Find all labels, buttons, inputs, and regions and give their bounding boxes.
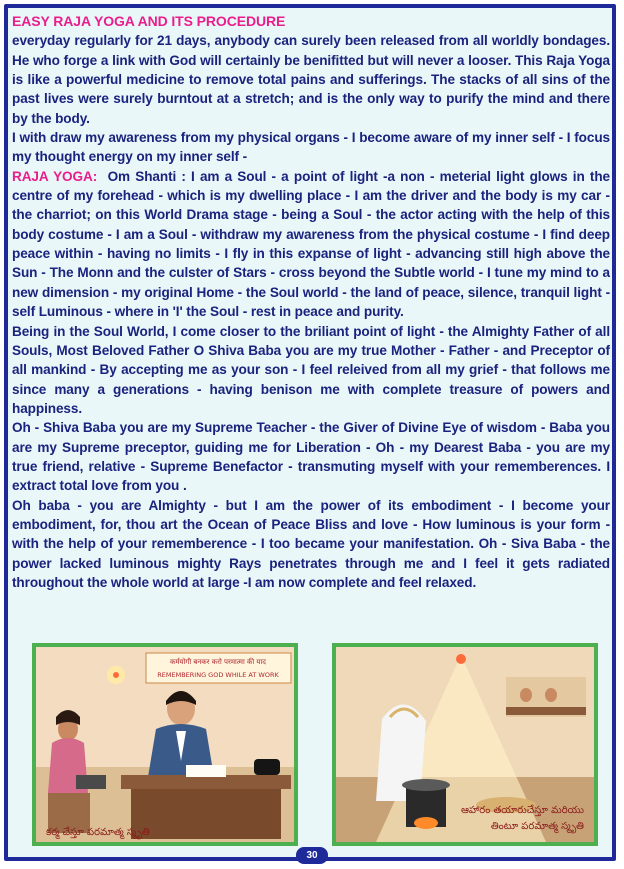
right-caption-line1: ఆహారం తయారుచేస్తూ మరియు <box>460 805 584 816</box>
banner-hindi: कर्मयोगी बनकर करो परमात्मा की याद <box>169 658 267 666</box>
left-caption: కర్మ చేస్తూ పరమాత్మ స్మృతి <box>46 827 150 838</box>
paragraph-intro: everyday regularly for 21 days, anybody can surely been released from all worldly bondages. He who forge a link with God will certainly be benifitted but will never a looser. This Raja Yoga is like a powerful medicine to remove total pains and sufferings. The stacks of all sins of the past lives were surely burntout at a stretch; and is the only way to purify the mind and there by the body. <box>12 33 610 126</box>
right-caption-line2: తింటూ పరమాత్మ స్మృతి <box>490 821 584 832</box>
paragraph-soul-world: Being in the Soul World, I come closer to the briliant point of light - the Almighty Father of all Souls, Most Beloved Father O Shiva Baba you are my true Mother - Father - and Preceptor of all mankind - By accepting me as your son - I feel releived from all my grief - that follows me since many a generations - having benison me with complete treasure of powers and happiness. <box>12 323 610 416</box>
page-title: EASY RAJA YOGA AND ITS PROCEDURE <box>12 13 286 29</box>
banner-english: REMEMBERING GOD WHILE AT WORK <box>157 671 279 679</box>
cooking-illustration <box>332 643 598 846</box>
paragraph-supreme-teacher: Oh - Shiva Baba you are my Supreme Teacher - the Giver of Divine Eye of wisdom - Baba you are my Supreme preceptor, guiding me for Liberation - Oh - my Dearest Baba - you are my true friend, relative - Supreme Benefactor - transmuting myself with your rememberences. I extract total love from you . <box>12 420 610 494</box>
paragraph-withdraw: I with draw my awareness from my physical organs - I become aware of my inner self - I focus my thought energy on my inner self - <box>12 130 610 165</box>
illustrations <box>32 643 592 848</box>
paragraph-almighty: Oh baba - you are Almighty - but I am the power of its embodiment - I become your embodiment, for, thou art the Ocean of Peace Bliss and love - How luminous is your form - with the help of your rememberence - I too became your manifestation. Oh - Siva Baba - the power lacked luminous mighty Rays penetrates through me and I feel it gets radiated throughout the whole world at large -I am now complete and feel relaxed. <box>12 497 610 590</box>
paragraph-raja-yoga <box>12 167 610 322</box>
article-body <box>12 12 610 592</box>
kitchen-scene <box>336 647 594 842</box>
office-work-illustration <box>32 643 298 846</box>
raja-yoga-text: Om Shanti : I am a Soul - a point of light -a non - meterial light glows in the centre of my forehead - which is my dwelling place - I am the driver and the body is my car - the charriot; on this World Drama stage - being a Soul - the actor acting with the help of this body costume - I am a Soul - withdraw my awareness from the physical costume - I find deep peace within - having no limits - I fly in this expanse of light - advancing still high above the Sun - The Monn and the culster of Stars - cross beyond the Subtle world - I tune my mind to a new dimension - my original Home - the Soul world - the land of peace, silence, tranquil light - self Luminous - where in 'I' the Soul - rest in peace and purity. <box>12 168 610 320</box>
office-scene <box>36 647 294 842</box>
page-number: 30 <box>296 847 328 864</box>
raja-yoga-label: RAJA YOGA: <box>12 168 98 184</box>
